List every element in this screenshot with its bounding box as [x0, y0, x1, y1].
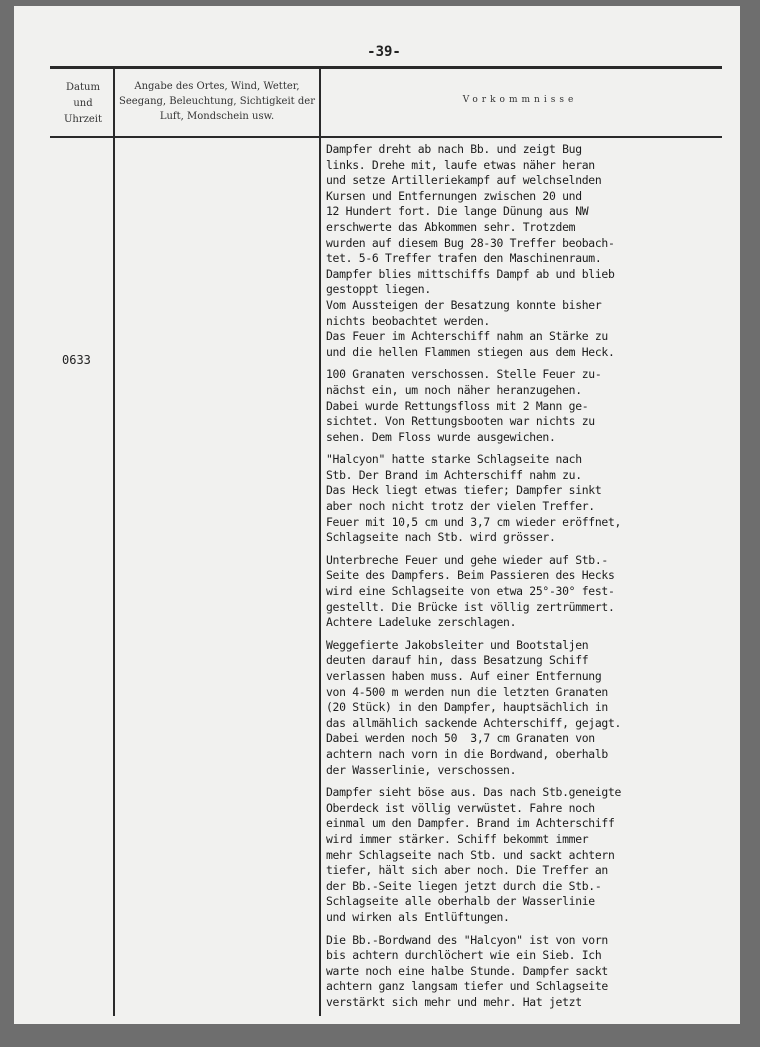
text-line: (20 Stück) in den Dampfer, hauptsächlich in: [326, 700, 608, 715]
text-line: wird immer stärker. Schiff bekommt immer: [326, 831, 589, 846]
paragraph: [326, 933, 728, 1011]
paragraph: [326, 553, 728, 631]
paragraph: [326, 142, 728, 298]
paragraph: [326, 452, 728, 546]
text-line: der Bb.-Seite liegen jetzt durch die Stb.-: [326, 878, 602, 893]
text-line: deuten darauf hin, dass Besatzung Schiff: [326, 653, 589, 668]
text-line: tiefer, hält sich aber noch. Die Treffer an: [326, 863, 608, 878]
text-line: "Halcyon" hatte starke Schlagseite nach: [326, 452, 582, 467]
paragraph: [326, 367, 728, 445]
text-line: Dabei werden noch 50 3,7 cm Granaten von: [326, 731, 595, 746]
text-line: Dampfer dreht ab nach Bb. und zeigt Bug: [326, 142, 582, 156]
text-line: das allmählich sackende Achterschiff, gejagt.: [326, 715, 622, 730]
text-line: Das Heck liegt etwas tiefer; Dampfer sinkt: [326, 483, 602, 498]
paragraph: [326, 638, 728, 778]
text-line: bis achtern durchlöchert wie ein Sieb. Ich: [326, 948, 602, 963]
text-line: erschwerte das Abkommen sehr. Trotzdem: [326, 219, 576, 234]
header-location-weather: Angabe des Ortes, Wind, Wetter, Seegang, Beleuchtung, Sichtigkeit der Luft, Mondschein usw.: [119, 81, 315, 122]
text-line: Die Bb.-Bordwand des "Halcyon" ist von vorn: [326, 932, 608, 947]
text-line: aber noch nicht trotz der vielen Treffer.: [326, 499, 595, 514]
page-number: -39-: [367, 44, 401, 60]
events-text: [326, 142, 728, 1017]
text-line: nichts beobachtet werden.: [326, 313, 490, 328]
text-line: achtern ganz langsam tiefer und Schlagseite: [326, 979, 608, 994]
text-line: sichtet. Von Rettungsbooten war nichts zu: [326, 414, 595, 429]
paragraph: [326, 785, 728, 925]
text-line: gestoppt liegen.: [326, 282, 431, 297]
text-line: sehen. Dem Floss wurde ausgewichen.: [326, 429, 556, 444]
text-line: Weggefierte Jakobsleiter und Bootstaljen: [326, 637, 589, 652]
text-line: Dampfer blies mittschiffs Dampf ab und blieb: [326, 266, 615, 281]
text-line: und die hellen Flammen stiegen aus dem Heck.: [326, 344, 615, 359]
text-line: mehr Schlagseite nach Stb. und sackt achtern: [326, 847, 615, 862]
text-line: Unterbreche Feuer und gehe wieder auf Stb.-: [326, 552, 608, 567]
text-line: Stb. Der Brand im Achterschiff nahm zu.: [326, 467, 582, 482]
text-line: und setze Artilleriekampf auf welchselnden: [326, 173, 602, 188]
text-line: links. Drehe mit, laufe etwas näher heran: [326, 157, 595, 172]
column-divider-location: [319, 66, 321, 1016]
text-line: warte noch eine halbe Stunde. Dampfer sackt: [326, 963, 608, 978]
text-line: Dabei wurde Rettungsfloss mit 2 Mann ge-: [326, 398, 589, 413]
header-bottom-rule: [50, 136, 722, 138]
text-line: gestellt. Die Brücke ist völlig zertrümmert.: [326, 599, 615, 614]
column-divider-date: [113, 66, 115, 1016]
text-line: wurden auf diesem Bug 28-30 Treffer beobach-: [326, 235, 615, 250]
text-line: Kursen und Entfernungen zwischen 20 und: [326, 188, 582, 203]
text-line: Vom Aussteigen der Besatzung konnte bisher: [326, 297, 602, 312]
text-line: Achtere Ladeluke zerschlagen.: [326, 615, 517, 630]
header-date-line3: Uhrzeit: [63, 114, 103, 125]
text-line: verstärkt sich mehr und mehr. Hat jetzt: [326, 994, 582, 1009]
header-top-rule: [50, 66, 722, 69]
header-date-line1: Datum: [66, 82, 100, 93]
text-line: nächst ein, um noch näher heranzugehen.: [326, 382, 582, 397]
time-entry: 0633: [62, 353, 91, 367]
log-page: [14, 6, 740, 1024]
text-line: der Wasserlinie, verschossen.: [326, 762, 517, 777]
text-line: verlassen haben muss. Auf einer Entfernung: [326, 669, 602, 683]
text-line: Dampfer sieht böse aus. Das nach Stb.geneigte: [326, 785, 622, 800]
text-line: Schlagseite alle oberhalb der Wasserlinie: [326, 894, 595, 909]
text-line: einmal um den Dampfer. Brand im Achterschiff: [326, 816, 615, 831]
header-date-time: [52, 80, 114, 128]
text-line: Das Feuer im Achterschiff nahm an Stärke zu: [326, 329, 608, 344]
text-line: tet. 5-6 Treffer trafen den Maschinenraum.: [326, 251, 602, 266]
text-line: wird eine Schlagseite von etwa 25°-30° fest-: [326, 584, 615, 599]
text-line: 12 Hundert fort. Die lange Dünung aus NW: [326, 204, 589, 219]
header-events: Vorkommnisse: [462, 95, 578, 105]
text-line: und wirken als Entlüftungen.: [326, 909, 510, 924]
paragraph: [326, 329, 728, 360]
text-line: Schlagseite nach Stb. wird grösser.: [326, 530, 556, 545]
header-date-line2: und: [73, 98, 93, 109]
text-line: 100 Granaten verschossen. Stelle Feuer zu-: [326, 367, 602, 382]
text-line: Seite des Dampfers. Beim Passieren des Hecks: [326, 568, 615, 583]
paragraph: [326, 298, 728, 329]
text-line: Feuer mit 10,5 cm und 3,7 cm wieder eröffnet,: [326, 514, 622, 529]
text-line: von 4-500 m werden nun die letzten Granaten: [326, 684, 608, 699]
text-line: achtern nach vorn in die Bordwand, oberhalb: [326, 746, 608, 761]
text-line: Oberdeck ist völlig verwüstet. Fahre noch: [326, 800, 595, 815]
